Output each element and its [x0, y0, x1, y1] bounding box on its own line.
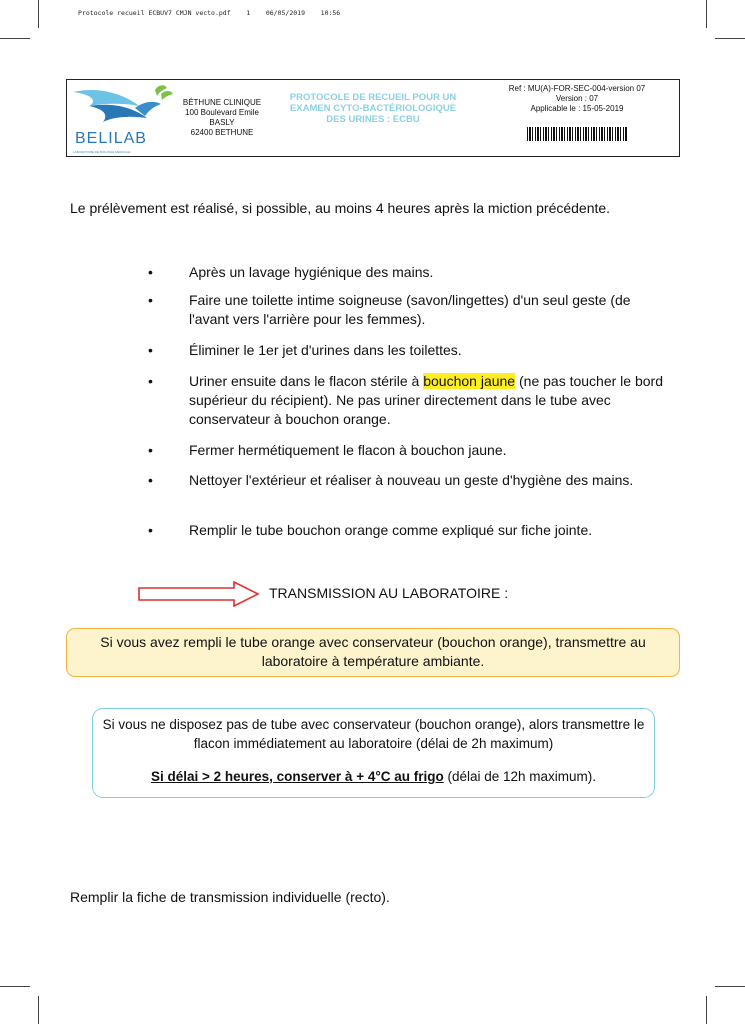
crop-mark — [715, 38, 745, 39]
protocol-title-line: EXAMEN CYTO-BACTÉRIOLOGIQUE — [289, 103, 457, 114]
protocol-title — [267, 92, 479, 125]
print-info-line — [78, 9, 340, 17]
bullet-icon: • — [148, 442, 153, 458]
bullet-icon: • — [148, 264, 153, 280]
reference-code: Ref : MU(A)-FOR-SEC-004-version 07 — [508, 84, 646, 93]
intro-paragraph: Le prélèvement est réalisé, si possible, au moins 4 heures après la miction précédente. — [70, 200, 611, 216]
crop-mark — [0, 38, 30, 39]
document-header — [66, 79, 680, 157]
lab-address — [177, 98, 267, 138]
delay-warning-emphasis: Si délai > 2 heures, conserver à + 4°C au frigo — [150, 769, 444, 784]
bullet-icon: • — [148, 373, 153, 389]
instruction-text-part: Uriner ensuite dans le flacon stérile à — [189, 373, 424, 389]
instruction-text: Fermer hermétiquement le flacon à bouchon jaune. — [189, 442, 507, 458]
delay-warning — [93, 767, 654, 786]
belilab-logo — [69, 82, 181, 154]
logo-wordmark: BELILAB — [75, 130, 147, 147]
instruction-text: Faire une toilette intime soigneuse (savon/lingettes) d'un seul geste (de l'avant vers l'arrière pour les femmes). — [189, 292, 631, 327]
bullet-icon: • — [148, 472, 153, 488]
protocol-title-line: PROTOCOLE DE RECUEIL POUR UN — [289, 92, 457, 103]
bullet-icon: • — [148, 292, 153, 308]
address-line: BASLY — [209, 118, 235, 127]
bullet-icon: • — [148, 522, 153, 538]
right-arrow-icon — [138, 581, 260, 607]
orange-tube-notice: Si vous avez rempli le tube orange avec conservateur (bouchon orange), transmettre au laboratoire à température ambiante. — [66, 628, 680, 677]
delay-warning-suffix: (délai de 12h maximum). — [443, 769, 597, 784]
transmission-heading: TRANSMISSION AU LABORATOIRE : — [269, 585, 509, 601]
final-instruction: Remplir la fiche de transmission individuelle (recto). — [70, 889, 390, 905]
instruction-text-part: (ne pas toucher le bord supérieur du récipient). Ne pas uriner directement dans le tube avec conservateur à bouchon orange. — [189, 373, 663, 427]
instruction-text: Éliminer le 1er jet d'urines dans les toilettes. — [189, 342, 462, 358]
bird-logo-icon — [69, 82, 181, 132]
print-filename: Protocole recueil ECBUV7 CMJN vecto.pdf — [78, 9, 231, 17]
instruction-text — [189, 372, 679, 429]
highlighted-yellow-cap: bouchon jaune — [423, 373, 516, 389]
logo-tagline: LABORATOIRE DE BIOLOGIE MÉDICALE — [73, 150, 131, 154]
crop-mark — [0, 986, 30, 987]
instruction-text: Nettoyer l'extérieur et réaliser à nouveau un geste d'hygiène des mains. — [189, 472, 634, 488]
applicable-date: Applicable le : 15-05-2019 — [530, 104, 624, 113]
crop-mark — [38, 0, 39, 28]
address-line: 100 Boulevard Emile — [185, 108, 259, 117]
print-page: 1 — [246, 9, 251, 17]
protocol-title-line: DES URINES : ECBU — [326, 114, 420, 125]
crop-mark — [706, 996, 707, 1024]
barcode-icon — [527, 127, 627, 141]
document-reference — [479, 84, 675, 114]
crop-mark — [38, 996, 39, 1024]
instruction-text: Après un lavage hygiénique des mains. — [189, 264, 434, 280]
no-tube-notice — [92, 708, 655, 798]
crop-mark — [715, 986, 745, 987]
print-date: 06/05/2019 — [265, 9, 305, 17]
address-line: 62400 BETHUNE — [190, 128, 254, 137]
print-time: 10:56 — [320, 9, 341, 17]
crop-mark — [706, 0, 707, 28]
instruction-text: Remplir le tube bouchon orange comme expliqué sur fiche jointe. — [189, 522, 593, 538]
bullet-icon: • — [148, 342, 153, 358]
address-line: BÉTHUNE CLINIQUE — [182, 98, 262, 107]
version-label: Version : 07 — [555, 94, 599, 103]
no-tube-instruction: Si vous ne disposez pas de tube avec conservateur (bouchon orange), alors transmettre le flacon immédiatement au laboratoire (délai de 2h maximum) — [102, 717, 645, 751]
